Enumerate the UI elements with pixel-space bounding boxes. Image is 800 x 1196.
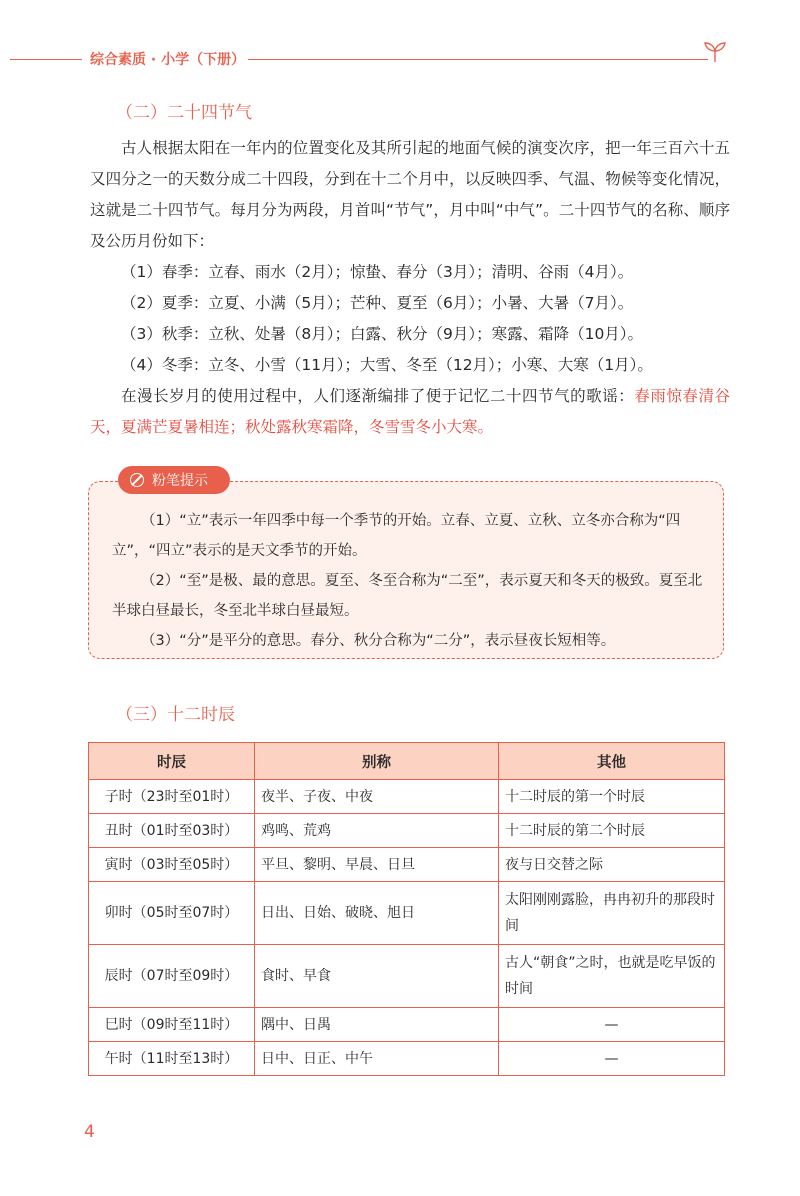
tip-item: （1）“立”表示一年四季中每一个季节的开始。立春、立夏、立秋、立冬亦合称为“四立”，“四立”表示的是天文季节的开始。: [112, 513, 681, 559]
table-row: [89, 1008, 725, 1042]
table-row: [89, 780, 725, 814]
cell-other: 十二时辰的第二个时辰: [499, 814, 725, 848]
solar-terms-song: 春雨惊春清谷天，夏满芒夏暑相连；秋处露秋寒霜降，冬雪雪冬小大寒。: [90, 387, 730, 436]
column-header-alias: 别称: [255, 743, 499, 780]
header-rule-left: [10, 59, 82, 60]
season-winter: （4）冬季：立冬、小雪（11月）；大雪、冬至（12月）；小寒、大寒（1月）。: [121, 356, 653, 374]
cell-other: —: [499, 1042, 725, 1076]
solar-terms-body: [90, 133, 730, 443]
cell-period: 卯时（05时至07时）: [89, 882, 255, 945]
cell-other: 古人“朝食”之时，也就是吃早饭的时间: [499, 945, 725, 1008]
cell-period: 巳时（09时至11时）: [89, 1008, 255, 1042]
chalk-icon: [130, 473, 144, 487]
sprout-icon: [702, 40, 728, 64]
column-header-period: 时辰: [89, 743, 255, 780]
cell-period: 午时（11时至13时）: [89, 1042, 255, 1076]
table-row: [89, 1042, 725, 1076]
season-spring: （1）春季：立春、雨水（2月）；惊蛰、春分（3月）；清明、谷雨（4月）。: [121, 263, 634, 281]
season-autumn: （3）秋季：立秋、处暑（8月）；白露、秋分（9月）；寒露、霜降（10月）。: [121, 325, 644, 343]
cell-period: 寅时（03时至05时）: [89, 848, 255, 882]
cell-period: 子时（23时至01时）: [89, 780, 255, 814]
section-heading-solar-terms: （二）二十四节气: [116, 103, 252, 123]
cell-period: 丑时（01时至03时）: [89, 814, 255, 848]
cell-period: 辰时（07时至09时）: [89, 945, 255, 1008]
cell-other: 太阳刚刚露脸，冉冉初升的那段时间: [499, 882, 725, 945]
table-header-row: [89, 743, 725, 780]
cell-alias: 食时、早食: [255, 945, 499, 1008]
song-paragraph: [90, 381, 730, 443]
cell-other: 十二时辰的第一个时辰: [499, 780, 725, 814]
page-number: 4: [84, 1122, 95, 1142]
cell-alias: 日出、日始、破晓、旭日: [255, 882, 499, 945]
column-header-other: 其他: [499, 743, 725, 780]
cell-other: —: [499, 1008, 725, 1042]
solar-terms-intro: 古人根据太阳在一年内的位置变化及其所引起的地面气候的演变次序，把一年三百六十五又四分之一的天数分成二十四段，分到在十二个月中，以反映四季、气温、物候等变化情况，这就是二十四节气。每月分为两段，月首叫“节气”，月中叫“中气”。二十四节气的名称、顺序及公历月份如下：: [90, 139, 730, 250]
table-row: [89, 848, 725, 882]
cell-alias: 日中、日正、中午: [255, 1042, 499, 1076]
table-row: [89, 882, 725, 945]
song-intro: 在漫长岁月的使用过程中，人们逐渐编排了便于记忆二十四节气的歌谣：: [121, 387, 635, 405]
header-rule-right: [248, 59, 708, 60]
cell-alias: 夜半、子夜、中夜: [255, 780, 499, 814]
tip-content: [112, 506, 710, 656]
table-row: [89, 945, 725, 1008]
tip-badge: [118, 466, 230, 494]
cell-alias: 平旦、黎明、早晨、日旦: [255, 848, 499, 882]
tip-item: （3）“分”是平分的意思。春分、秋分合称为“二分”，表示昼夜长短相等。: [141, 633, 616, 649]
season-summer: （2）夏季：立夏、小满（5月）；芒种、夏至（6月）；小暑、大暑（7月）。: [121, 294, 634, 312]
running-header: 综合素质 · 小学（下册）: [90, 52, 246, 68]
cell-alias: 鸡鸣、荒鸡: [255, 814, 499, 848]
cell-alias: 隅中、日禺: [255, 1008, 499, 1042]
cell-other: 夜与日交替之际: [499, 848, 725, 882]
table-row: [89, 814, 725, 848]
twelve-hours-table: [88, 742, 725, 1076]
tip-item: （2）“至”是极、最的意思。夏至、冬至合称为“二至”，表示夏天和冬天的极致。夏至北半球白昼最长，冬至北半球白昼最短。: [112, 573, 703, 619]
section-heading-twelve-hours: （三）十二时辰: [116, 705, 235, 725]
tip-badge-label: 粉笔提示: [152, 473, 208, 489]
